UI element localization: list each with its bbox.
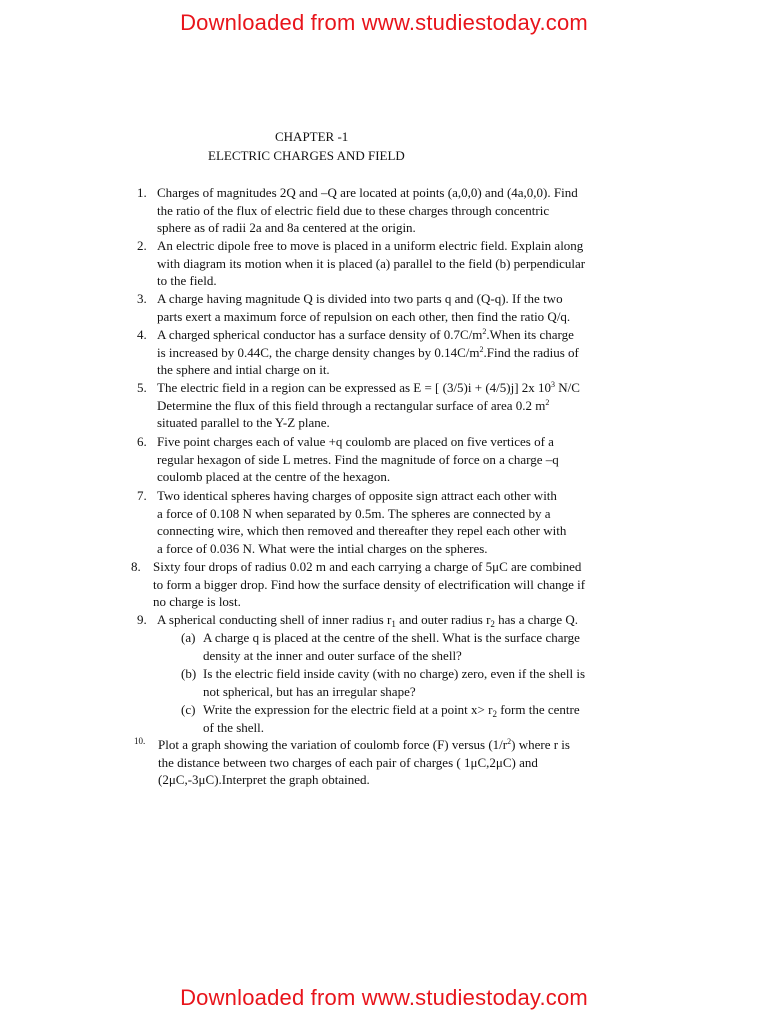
question-text: to form a bigger drop. Find how the surface density of electrification will change if (153, 576, 586, 592)
part-text: not spherical, but has an irregular shape? (203, 683, 416, 699)
question-number: 6. (137, 434, 147, 449)
question-number: 7. (137, 488, 147, 503)
question-text: a force of 0.036 N. What were the intial charges on the spheres. (157, 540, 488, 556)
part-label: (c) (181, 702, 196, 717)
subscript: 2 (490, 619, 495, 629)
question-text: A charge having magnitude Q is divided into two parts q and (Q-q). If the two (157, 291, 563, 306)
question-text: Five point charges each of value +q coulomb are placed on five vertices of a (157, 434, 554, 449)
superscript: 2 (479, 344, 484, 354)
part-text: Is the electric field inside cavity (with no charge) zero, even if the shell is (203, 666, 586, 681)
question-text: An electric dipole free to move is placed in a uniform electric field. Explain along (157, 238, 584, 253)
question-number: 2. (137, 238, 147, 253)
subscript: 1 (391, 619, 396, 629)
question-number: 5. (137, 380, 147, 395)
superscript: 3 (551, 380, 556, 389)
question-number: 10. (134, 736, 146, 746)
question-text: A spherical conducting shell of inner radius r (157, 612, 392, 627)
question-text: the sphere and intial charge on it. (157, 362, 330, 378)
question-text: Sixty four drops of radius 0.02 m and each carrying a charge of 5μC are combined (153, 559, 582, 574)
question-number: 3. (137, 291, 147, 306)
question-text: regular hexagon of side L metres. Find the magnitude of force on a charge –q (157, 451, 559, 467)
question-number: 8. (131, 559, 141, 574)
part-text: A charge q is placed at the centre of the shell. What is the surface charge (203, 630, 580, 645)
question-text: the distance between two charges of each pair of charges ( 1μC,2μC) and (158, 754, 538, 770)
question-text: situated parallel to the Y-Z plane. (157, 415, 330, 431)
part-label: (b) (181, 666, 197, 681)
question-text: .Find the radius of (483, 344, 579, 360)
question-number: 9. (137, 612, 147, 627)
part-text: form the centre (496, 702, 580, 717)
question-text: a force of 0.108 N when separated by 0.5m. The spheres are connected by a (157, 505, 551, 521)
question-text: Two identical spheres having charges of opposite sign attract each other with (157, 488, 557, 503)
question-text: coulomb placed at the centre of the hexagon. (157, 469, 391, 485)
superscript: 2 (482, 327, 487, 336)
question-text: no charge is lost. (153, 594, 241, 610)
header-banner: Downloaded from www.studiestoday.com (180, 10, 588, 35)
question-text: Plot a graph showing the variation of coulomb force (F) versus (1/r (158, 737, 508, 752)
chapter-title: CHAPTER -1 (275, 129, 349, 144)
question-text: sphere as of radii 2a and 8a centered at the origin. (157, 220, 416, 236)
footer-banner: Downloaded from www.studiestoday.com (180, 985, 588, 1010)
superscript: 2 (545, 397, 550, 407)
question-text: A charged spherical conductor has a surface density of 0.7C/m (157, 327, 483, 342)
part-label: (a) (181, 630, 196, 645)
subscript: 2 (492, 709, 497, 719)
question-text: N/C (555, 380, 580, 395)
part-text: of the shell. (203, 719, 265, 735)
question-text: .When its charge (486, 327, 574, 342)
question-text: Determine the flux of this field through a rectangular surface of area 0.2 m (157, 397, 546, 413)
question-text: ) where r is (511, 737, 570, 752)
question-text: The electric field in a region can be expressed as E = [ (3/5)i + (4/5)j] 2x 10 (157, 380, 552, 395)
question-text: to the field. (157, 273, 217, 289)
question-text: and outer radius r (395, 612, 491, 627)
question-text: (2μC,-3μC).Interpret the graph obtained. (158, 772, 370, 788)
question-text: parts exert a maximum force of repulsion on each other, then find the ratio Q/q. (157, 308, 571, 324)
question-number: 4. (137, 327, 147, 342)
question-number: 1. (137, 185, 147, 200)
question-text: is increased by 0.44C, the charge density changes by 0.14C/m (157, 344, 480, 360)
part-text: density at the inner and outer surface of the shell? (203, 647, 462, 663)
question-text: has a charge Q. (494, 612, 579, 627)
chapter-subtitle: ELECTRIC CHARGES AND FIELD (208, 148, 405, 163)
question-text: connecting wire, which then removed and thereafter they repel each other with (157, 523, 567, 539)
question-text: Charges of magnitudes 2Q and –Q are located at points (a,0,0) and (4a,0,0). Find (157, 185, 578, 200)
superscript: 2 (507, 737, 512, 746)
question-text: the ratio of the flux of electric field due to these charges through concentric (157, 202, 550, 218)
part-text: Write the expression for the electric field at a point x> r (203, 702, 493, 717)
question-text: with diagram its motion when it is placed (a) parallel to the field (b) perpendicular (157, 255, 586, 271)
